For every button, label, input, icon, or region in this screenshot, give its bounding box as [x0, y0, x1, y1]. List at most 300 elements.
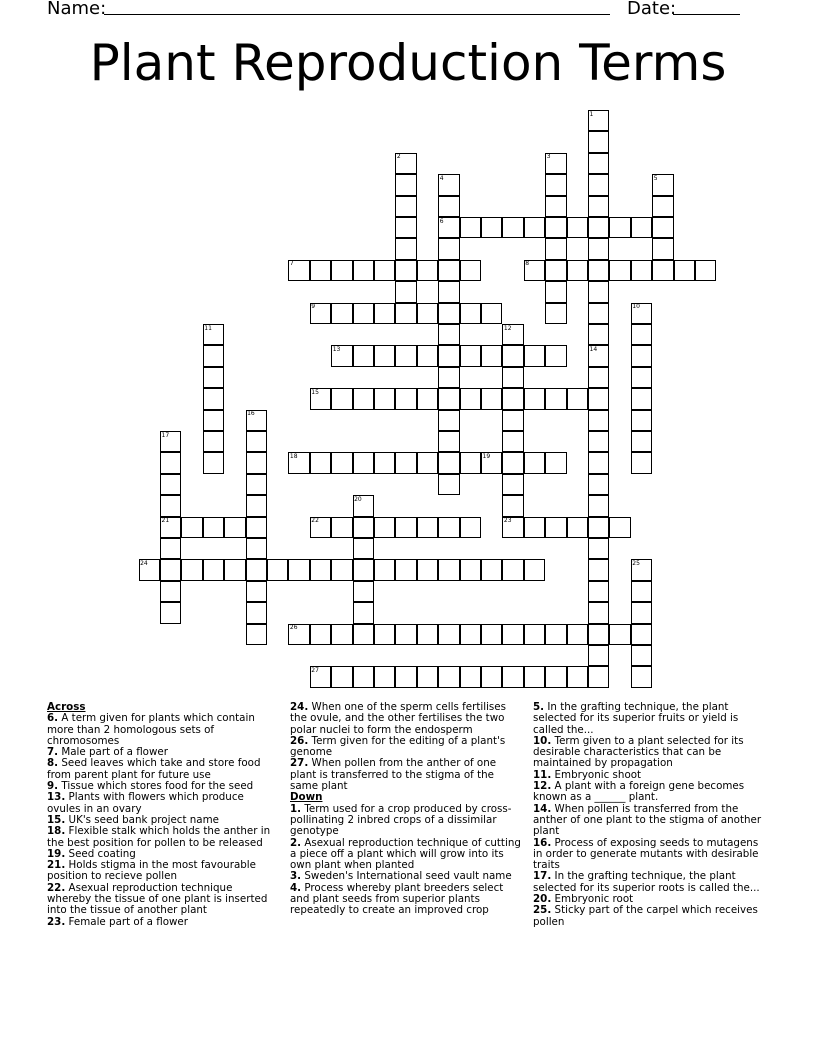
grid-cell[interactable]	[502, 474, 523, 495]
clue-number-label: 6	[439, 217, 444, 225]
grid-cell[interactable]	[395, 452, 416, 473]
clue-text: Seed leaves which take and store food from parent plant for future use	[47, 757, 261, 781]
grid-cell[interactable]	[631, 260, 652, 281]
grid-cell[interactable]	[310, 452, 331, 473]
grid-cell[interactable]	[353, 303, 374, 324]
grid-cell[interactable]	[588, 452, 609, 473]
clue-number: 25.	[533, 904, 552, 917]
grid-cell[interactable]	[481, 217, 502, 238]
grid-cell[interactable]	[246, 452, 267, 473]
grid-cell[interactable]	[588, 410, 609, 431]
grid-cell[interactable]	[438, 281, 459, 302]
grid-cell[interactable]	[331, 624, 352, 645]
grid-cell[interactable]	[652, 196, 673, 217]
grid-cell[interactable]	[545, 217, 566, 238]
grid-cell[interactable]	[588, 431, 609, 452]
grid-cell[interactable]	[395, 217, 416, 238]
grid-cell[interactable]	[588, 559, 609, 580]
grid-cell[interactable]	[674, 260, 695, 281]
grid-cell[interactable]	[203, 345, 224, 366]
clue-item	[47, 917, 279, 928]
grid-cell[interactable]	[374, 345, 395, 366]
grid-cell[interactable]	[374, 666, 395, 687]
grid-cell[interactable]	[631, 431, 652, 452]
clue-number: 6.	[47, 712, 59, 725]
grid-cell[interactable]	[417, 452, 438, 473]
grid-cell[interactable]	[502, 345, 523, 366]
grid-cell[interactable]	[481, 388, 502, 409]
clue-item	[533, 702, 765, 736]
grid-cell[interactable]	[374, 559, 395, 580]
grid-cell[interactable]	[331, 303, 352, 324]
grid-cell[interactable]	[524, 388, 545, 409]
grid-cell[interactable]	[246, 581, 267, 602]
name-label: Name:	[47, 0, 107, 19]
clue-number: 16.	[533, 836, 552, 849]
clue-number: 1.	[290, 802, 302, 815]
grid-cell[interactable]	[588, 324, 609, 345]
grid-cell[interactable]	[502, 410, 523, 431]
clue-number-label: 23	[503, 517, 512, 525]
grid-cell[interactable]	[460, 624, 481, 645]
clue-number: 12.	[533, 780, 552, 793]
grid-cell[interactable]	[353, 666, 374, 687]
clue-number-label: 8	[525, 260, 530, 268]
clue-number-label: 13	[332, 345, 341, 353]
clue-number: 19.	[47, 847, 66, 860]
grid-cell[interactable]	[331, 260, 352, 281]
grid-cell[interactable]	[588, 217, 609, 238]
grid-cell[interactable]	[395, 388, 416, 409]
grid-cell[interactable]	[460, 666, 481, 687]
grid-cell[interactable]	[395, 517, 416, 538]
grid-cell[interactable]	[395, 260, 416, 281]
grid-cell[interactable]	[567, 666, 588, 687]
clue-item	[533, 871, 765, 894]
grid-cell[interactable]	[310, 624, 331, 645]
grid-cell[interactable]	[588, 624, 609, 645]
grid-cell[interactable]	[395, 196, 416, 217]
grid-cell[interactable]	[438, 196, 459, 217]
grid-cell[interactable]	[588, 303, 609, 324]
grid-cell[interactable]	[246, 474, 267, 495]
grid-cell[interactable]	[246, 495, 267, 516]
grid-cell[interactable]	[160, 602, 181, 623]
grid-cell[interactable]	[460, 303, 481, 324]
grid-cell[interactable]	[545, 281, 566, 302]
grid-cell[interactable]	[395, 303, 416, 324]
grid-cell[interactable]	[524, 666, 545, 687]
clue-item	[290, 838, 522, 872]
grid-cell[interactable]	[438, 238, 459, 259]
grid-cell[interactable]	[545, 452, 566, 473]
clue-number-label: 10	[632, 303, 640, 311]
clue-heading: Across	[47, 701, 86, 713]
clue-number-label: 27	[311, 666, 319, 674]
clue-number: 22.	[47, 881, 66, 894]
grid-cell[interactable]	[545, 196, 566, 217]
clue-text: Term given to a plant selected for its desirable characteristics that can be maintained by propagation	[533, 734, 744, 770]
grid-cell[interactable]	[502, 495, 523, 516]
clue-number-label: 22	[311, 517, 319, 525]
grid-cell[interactable]	[588, 517, 609, 538]
grid-cell[interactable]	[160, 581, 181, 602]
grid-cell[interactable]	[310, 559, 331, 580]
grid-cell[interactable]	[438, 559, 459, 580]
grid-cell[interactable]	[631, 666, 652, 687]
grid-cell[interactable]	[353, 388, 374, 409]
clue-text: When one of the sperm cells fertilises the ovule, and the other fertilises the two polar nuclei to form the endosperm	[290, 701, 507, 736]
grid-cell[interactable]	[417, 666, 438, 687]
grid-cell[interactable]	[588, 238, 609, 259]
grid-cell[interactable]	[203, 410, 224, 431]
grid-cell[interactable]	[524, 217, 545, 238]
grid-cell[interactable]	[652, 217, 673, 238]
grid-cell[interactable]	[246, 602, 267, 623]
grid-cell[interactable]	[588, 474, 609, 495]
clue-item	[533, 736, 765, 770]
grid-cell[interactable]	[438, 345, 459, 366]
grid-cell[interactable]	[545, 345, 566, 366]
grid-cell[interactable]	[502, 367, 523, 388]
grid-cell[interactable]	[374, 260, 395, 281]
grid-cell[interactable]	[438, 260, 459, 281]
grid-cell[interactable]	[203, 431, 224, 452]
grid-cell[interactable]	[524, 624, 545, 645]
grid-cell[interactable]	[460, 217, 481, 238]
clue-number: 9.	[47, 780, 59, 793]
grid-cell[interactable]	[567, 517, 588, 538]
grid-cell[interactable]	[417, 624, 438, 645]
grid-cell[interactable]	[631, 624, 652, 645]
grid-cell[interactable]	[395, 238, 416, 259]
grid-cell[interactable]	[438, 410, 459, 431]
clue-number-label: 26	[289, 624, 298, 632]
grid-cell[interactable]	[481, 345, 502, 366]
grid-cell[interactable]	[438, 324, 459, 345]
grid-cell[interactable]	[288, 559, 309, 580]
clue-text: Term given for the editing of a plant's genome	[290, 734, 506, 759]
clue-text: Plants with flowers which produce ovules in an ovary	[47, 791, 244, 815]
grid-cell[interactable]	[609, 624, 630, 645]
grid-cell[interactable]	[588, 388, 609, 409]
clue-item	[47, 758, 279, 781]
grid-cell[interactable]	[160, 559, 181, 580]
clue-number-label: 21	[161, 517, 170, 525]
grid-cell[interactable]	[588, 581, 609, 602]
clue-text: Asexual reproduction technique whereby the tissue of one plant is inserted into the tissue of another plant	[47, 881, 268, 917]
grid-cell[interactable]	[438, 388, 459, 409]
grid-cell[interactable]	[460, 345, 481, 366]
grid-cell[interactable]	[481, 666, 502, 687]
grid-cell[interactable]	[353, 559, 374, 580]
clue-number: 18.	[47, 825, 66, 838]
grid-cell[interactable]	[417, 303, 438, 324]
grid-cell[interactable]	[246, 517, 267, 538]
grid-cell[interactable]	[417, 559, 438, 580]
grid-cell[interactable]	[460, 388, 481, 409]
clue-number: 17.	[533, 870, 552, 883]
clue-text: Term used for a crop produced by cross-pollinating 2 inbred crops of a dissimilar genotype	[290, 802, 512, 838]
grid-cell[interactable]	[374, 303, 395, 324]
grid-cell[interactable]	[588, 281, 609, 302]
clue-text: A term given for plants which contain more than 2 homologous sets of chromosomes	[47, 712, 255, 747]
grid-cell[interactable]	[438, 517, 459, 538]
grid-cell[interactable]	[331, 452, 352, 473]
grid-cell[interactable]	[545, 303, 566, 324]
grid-cell[interactable]	[631, 324, 652, 345]
grid-cell[interactable]	[395, 624, 416, 645]
grid-cell[interactable]	[588, 131, 609, 152]
grid-cell[interactable]	[652, 238, 673, 259]
grid-cell[interactable]	[438, 624, 459, 645]
grid-cell[interactable]	[203, 452, 224, 473]
grid-cell[interactable]	[395, 174, 416, 195]
page-title: Plant Reproduction Terms	[89, 34, 727, 92]
clue-text: In the grafting technique, the plant selected for its superior roots is called the...	[533, 870, 760, 894]
clue-number-label: 5	[653, 174, 658, 182]
grid-cell[interactable]	[331, 559, 352, 580]
clue-item	[533, 905, 765, 928]
grid-cell[interactable]	[588, 174, 609, 195]
clue-text: When pollen is transferred from the anther of one plant to the stigma of another plant	[533, 802, 762, 838]
clue-column-3	[533, 702, 765, 928]
clue-number: 2.	[290, 836, 302, 849]
clue-number: 13.	[47, 791, 66, 804]
grid-cell[interactable]	[588, 260, 609, 281]
clue-number-label: 25	[632, 559, 640, 567]
clue-number-label: 3	[546, 153, 551, 161]
grid-cell[interactable]	[567, 260, 588, 281]
clue-number-label: 2	[396, 153, 401, 161]
clue-text: Female part of a flower	[68, 915, 188, 928]
grid-cell[interactable]	[246, 538, 267, 559]
grid-cell[interactable]	[631, 410, 652, 431]
grid-cell[interactable]	[588, 196, 609, 217]
grid-cell[interactable]	[524, 517, 545, 538]
grid-cell[interactable]	[267, 559, 288, 580]
grid-cell[interactable]	[160, 495, 181, 516]
grid-cell[interactable]	[203, 388, 224, 409]
grid-cell[interactable]	[695, 260, 716, 281]
grid-cell[interactable]	[524, 559, 545, 580]
grid-cell[interactable]	[417, 517, 438, 538]
grid-cell[interactable]	[545, 666, 566, 687]
grid-cell[interactable]	[588, 538, 609, 559]
grid-cell[interactable]	[567, 217, 588, 238]
clue-text: Tissue which stores food for the seed	[61, 780, 254, 793]
grid-cell[interactable]	[652, 260, 673, 281]
grid-cell[interactable]	[160, 538, 181, 559]
grid-cell[interactable]	[609, 517, 630, 538]
clue-number-label: 19	[482, 452, 491, 460]
grid-cell[interactable]	[481, 303, 502, 324]
clue-number: 11.	[533, 768, 552, 781]
grid-cell[interactable]	[438, 666, 459, 687]
clue-number-label: 4	[439, 174, 444, 182]
clue-number: 10.	[533, 734, 552, 747]
grid-cell[interactable]	[460, 452, 481, 473]
grid-cell[interactable]	[502, 217, 523, 238]
clue-number: 4.	[290, 881, 302, 894]
grid-cell[interactable]	[631, 602, 652, 623]
grid-cell[interactable]	[395, 559, 416, 580]
grid-cell[interactable]	[374, 624, 395, 645]
grid-cell[interactable]	[438, 431, 459, 452]
clue-number: 8.	[47, 757, 59, 770]
grid-cell[interactable]	[588, 153, 609, 174]
clue-text: Sticky part of the carpel which receives pollen	[533, 904, 758, 928]
grid-cell[interactable]	[438, 474, 459, 495]
grid-cell[interactable]	[181, 559, 202, 580]
grid-cell[interactable]	[609, 260, 630, 281]
grid-cell[interactable]	[160, 474, 181, 495]
grid-cell[interactable]	[460, 260, 481, 281]
clue-text: Embryonic root	[554, 893, 634, 906]
grid-cell[interactable]	[588, 367, 609, 388]
grid-cell[interactable]	[631, 581, 652, 602]
clue-item	[47, 713, 279, 747]
clue-number-label: 18	[289, 452, 298, 460]
grid-cell[interactable]	[331, 388, 352, 409]
grid-cell[interactable]	[160, 452, 181, 473]
clue-number-label: 11	[204, 324, 212, 332]
grid-cell[interactable]	[203, 367, 224, 388]
grid-cell[interactable]	[417, 388, 438, 409]
grid-cell[interactable]	[588, 645, 609, 666]
grid-cell[interactable]	[502, 624, 523, 645]
grid-cell[interactable]	[567, 624, 588, 645]
grid-cell[interactable]	[460, 517, 481, 538]
grid-cell[interactable]	[203, 517, 224, 538]
clue-column-2	[290, 702, 522, 917]
grid-cell[interactable]	[631, 345, 652, 366]
clue-text: UK's seed bank project name	[68, 813, 219, 826]
clue-item	[533, 804, 765, 838]
grid-cell[interactable]	[438, 452, 459, 473]
clue-number: 24.	[290, 701, 309, 713]
grid-cell[interactable]	[545, 238, 566, 259]
grid-cell[interactable]	[609, 217, 630, 238]
grid-cell[interactable]	[588, 666, 609, 687]
grid-cell[interactable]	[631, 452, 652, 473]
grid-cell[interactable]	[438, 367, 459, 388]
grid-cell[interactable]	[545, 260, 566, 281]
grid-cell[interactable]	[524, 452, 545, 473]
grid-cell[interactable]	[224, 517, 245, 538]
grid-cell[interactable]	[353, 581, 374, 602]
grid-cell[interactable]	[524, 345, 545, 366]
clue-number: 23.	[47, 915, 66, 928]
grid-cell[interactable]	[331, 666, 352, 687]
grid-cell[interactable]	[395, 345, 416, 366]
grid-cell[interactable]	[502, 559, 523, 580]
clue-number-label: 12	[503, 324, 512, 332]
grid-cell[interactable]	[588, 602, 609, 623]
grid-cell[interactable]	[417, 345, 438, 366]
clue-item	[290, 758, 522, 792]
grid-cell[interactable]	[481, 624, 502, 645]
clue-heading: Down	[290, 791, 323, 804]
clue-text: Process of exposing seeds to mutagens in order to generate mutants with desirable traits	[533, 836, 759, 872]
grid-cell[interactable]	[438, 303, 459, 324]
grid-cell[interactable]	[545, 517, 566, 538]
grid-cell[interactable]	[203, 559, 224, 580]
clue-number-label: 1	[589, 110, 594, 118]
grid-cell[interactable]	[631, 217, 652, 238]
clue-item	[533, 838, 765, 872]
grid-cell[interactable]	[353, 602, 374, 623]
clue-number-label: 24	[140, 559, 148, 567]
grid-cell[interactable]	[181, 517, 202, 538]
clue-number: 20.	[533, 893, 552, 906]
grid-cell[interactable]	[588, 495, 609, 516]
grid-cell[interactable]	[331, 517, 352, 538]
grid-cell[interactable]	[353, 260, 374, 281]
clue-item	[47, 883, 279, 917]
clue-item	[290, 702, 522, 736]
clue-number: 27.	[290, 757, 309, 770]
grid-cell[interactable]	[310, 260, 331, 281]
clue-number: 5.	[533, 701, 545, 713]
grid-cell[interactable]	[246, 624, 267, 645]
grid-cell[interactable]	[353, 345, 374, 366]
grid-cell[interactable]	[374, 452, 395, 473]
clue-item	[533, 781, 765, 804]
grid-cell[interactable]	[374, 388, 395, 409]
clue-text: A plant with a foreign gene becomes known as a ______ plant.	[533, 780, 745, 804]
clue-item	[290, 883, 522, 917]
grid-cell[interactable]	[481, 559, 502, 580]
grid-cell[interactable]	[502, 452, 523, 473]
clue-text: Male part of a flower	[61, 746, 168, 759]
clue-number: 26.	[290, 734, 309, 747]
grid-cell[interactable]	[545, 174, 566, 195]
grid-cell[interactable]	[502, 388, 523, 409]
clue-text: In the grafting technique, the plant selected for its superior fruits or yield is called the...	[533, 701, 739, 736]
grid-cell[interactable]	[353, 452, 374, 473]
grid-cell[interactable]	[545, 624, 566, 645]
grid-cell[interactable]	[246, 559, 267, 580]
grid-cell[interactable]	[417, 260, 438, 281]
clue-text: Holds stigma in the most favourable position to recieve pollen	[47, 859, 256, 883]
grid-cell[interactable]	[631, 645, 652, 666]
grid-cell[interactable]	[502, 431, 523, 452]
clue-number-label: 7	[289, 260, 294, 268]
clue-number: 14.	[533, 802, 552, 815]
grid-cell[interactable]	[631, 388, 652, 409]
grid-cell[interactable]	[353, 538, 374, 559]
date-label: Date:	[627, 0, 677, 19]
grid-cell[interactable]	[395, 666, 416, 687]
grid-cell[interactable]	[395, 281, 416, 302]
clue-number-label: 15	[311, 388, 319, 396]
clue-text: Flexible stalk which holds the anther in the best position for pollen to be released	[47, 825, 271, 849]
grid-cell[interactable]	[353, 624, 374, 645]
grid-cell[interactable]	[224, 559, 245, 580]
grid-cell[interactable]	[353, 517, 374, 538]
grid-cell[interactable]	[631, 367, 652, 388]
grid-cell[interactable]	[460, 559, 481, 580]
grid-cell[interactable]	[246, 431, 267, 452]
grid-cell[interactable]	[502, 666, 523, 687]
clue-number: 15.	[47, 813, 66, 826]
clue-number: 7.	[47, 746, 59, 759]
grid-cell[interactable]	[374, 517, 395, 538]
clue-number-label: 20	[354, 495, 362, 503]
grid-cell[interactable]	[567, 388, 588, 409]
grid-cell[interactable]	[545, 388, 566, 409]
